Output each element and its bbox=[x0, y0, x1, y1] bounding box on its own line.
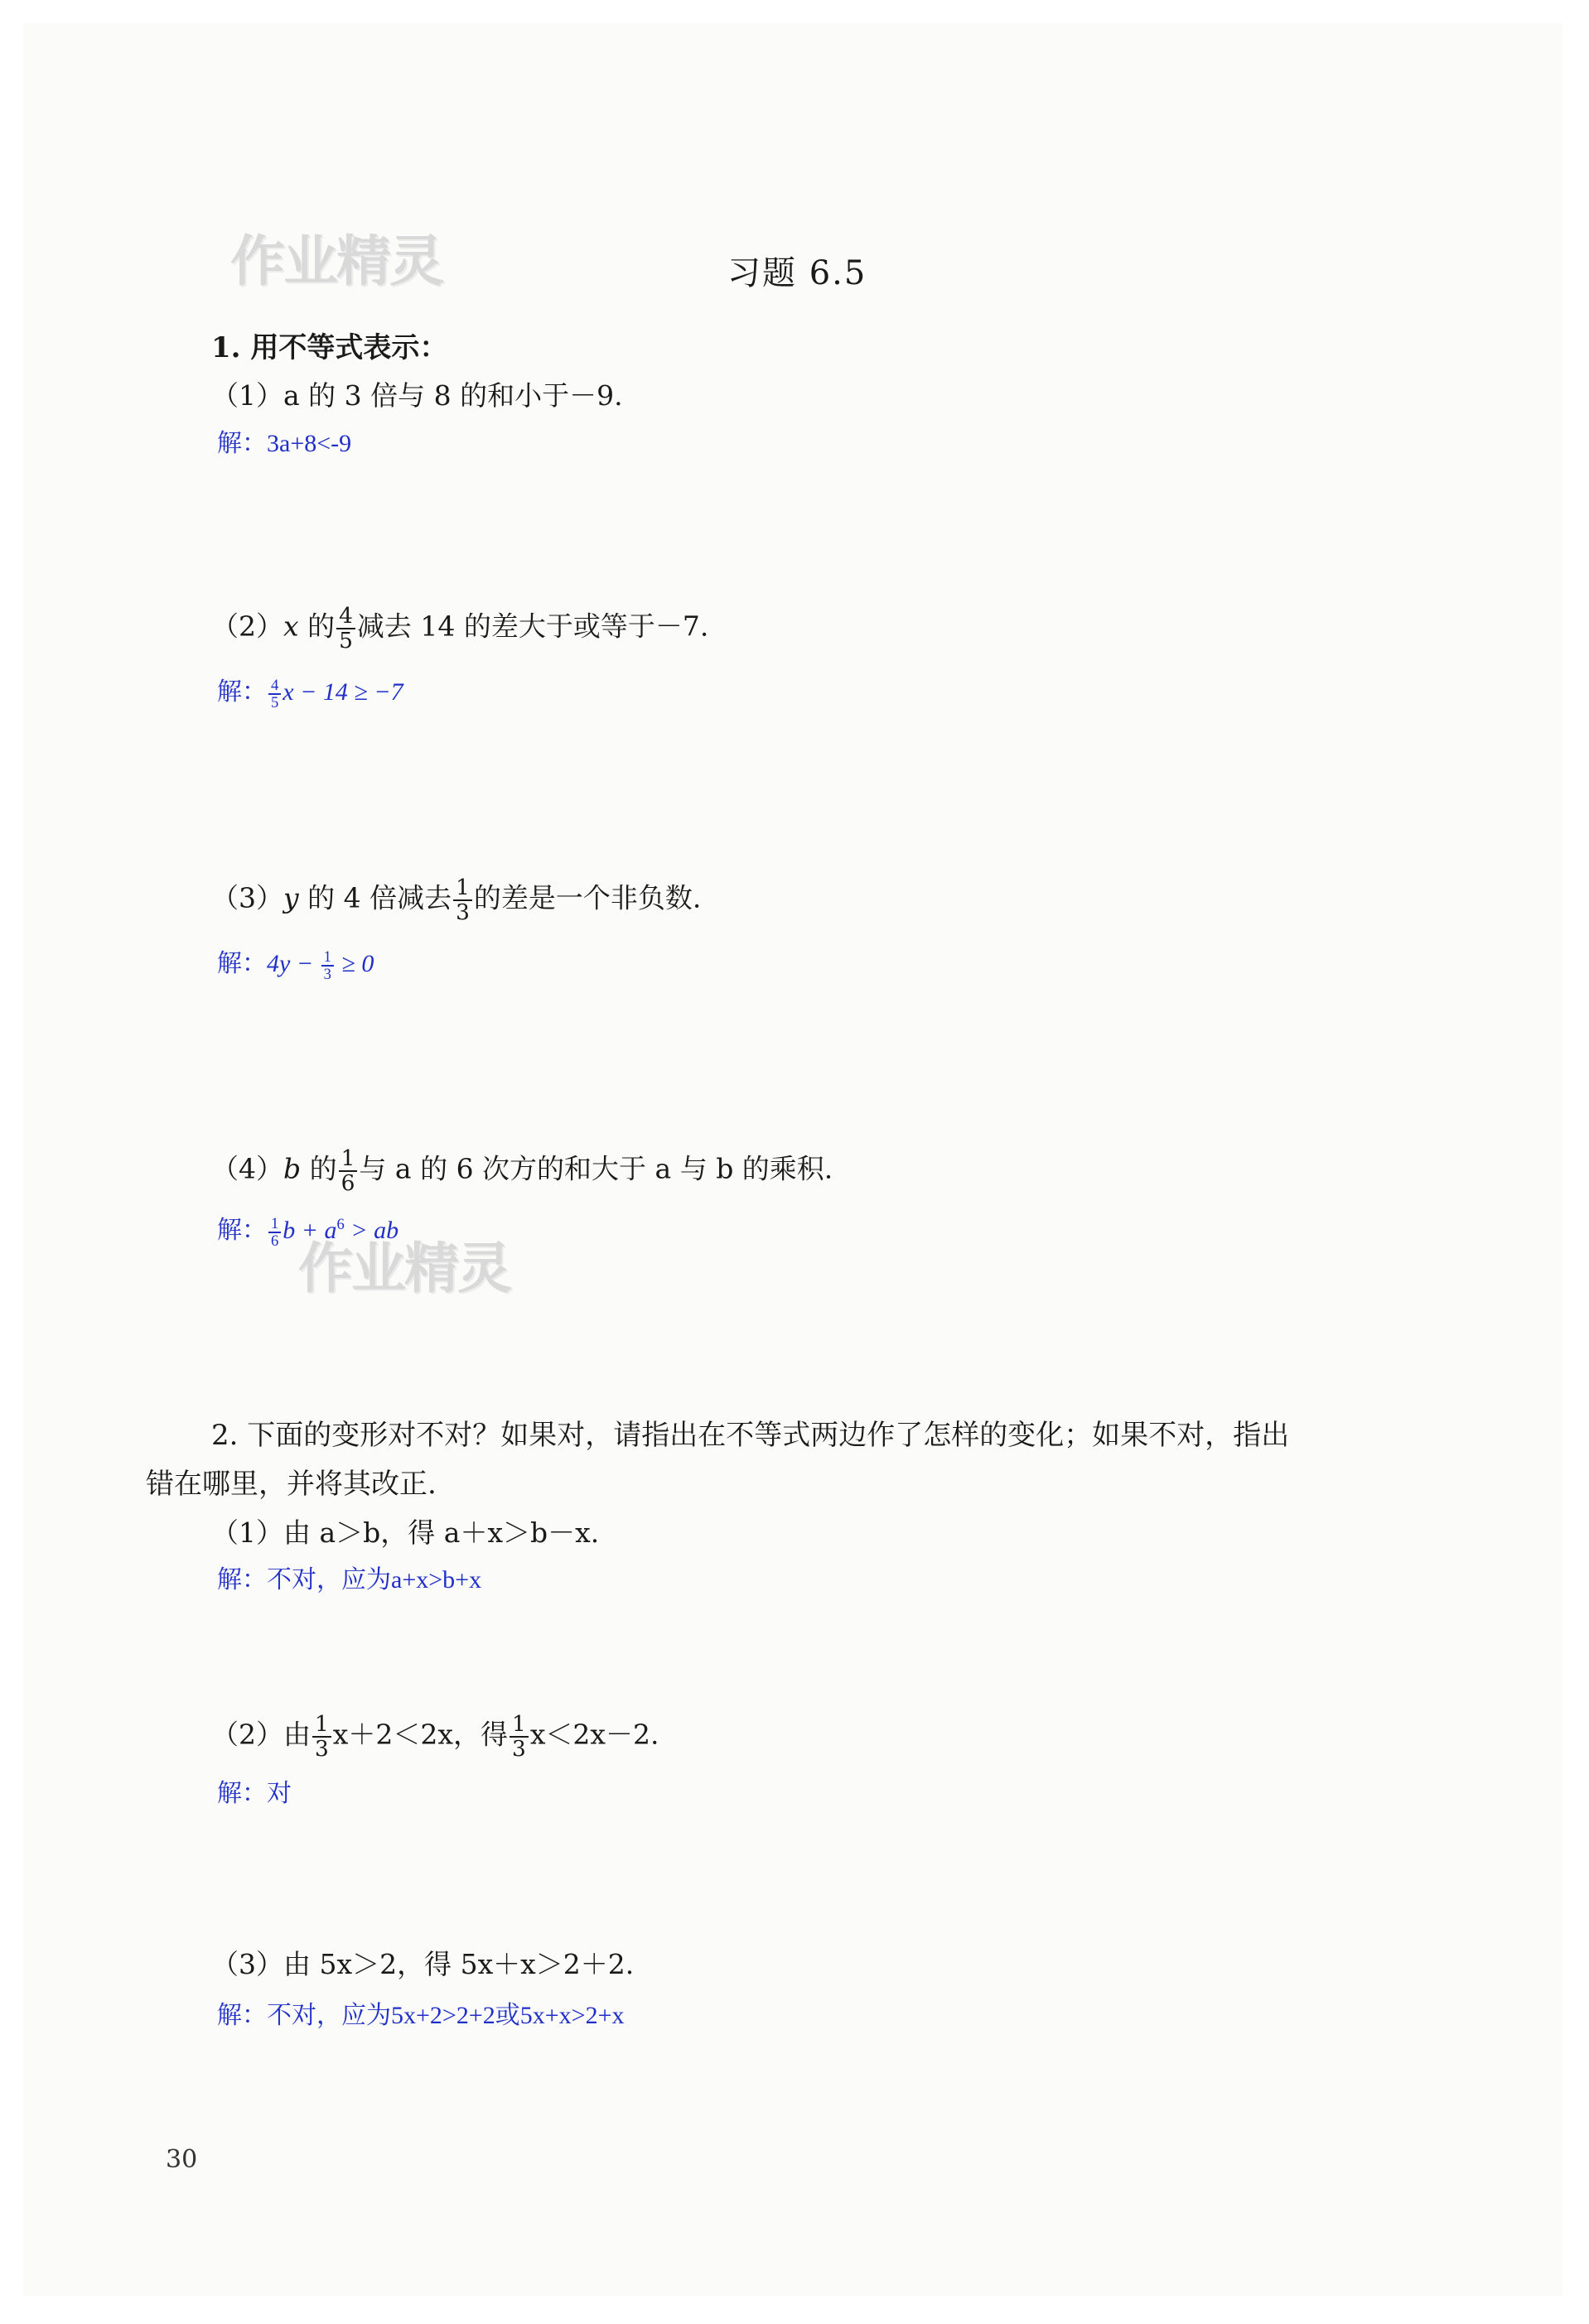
fraction-1-3: $\frac{1}{3}$ bbox=[453, 876, 472, 923]
item-number: （4） bbox=[211, 1152, 283, 1185]
answer-text-1: b + a bbox=[283, 1217, 337, 1244]
q1-item-3 bbox=[211, 876, 701, 923]
q1-answer-4 bbox=[217, 1209, 398, 1250]
q2-item-3: （3）由 5x＞2，得 5x＋x＞2＋2. bbox=[211, 1948, 635, 1980]
fraction-1-6: $\frac{1}{6}$ bbox=[339, 1147, 358, 1194]
q2-stem-line1: 2. 下面的变形对不对？如果对，请指出在不等式两边作了怎样的变化；如果不对，指出 bbox=[211, 1419, 1290, 1452]
answer-label: 解： bbox=[217, 1217, 267, 1244]
item-text-2: 的差是一个非负数. bbox=[473, 881, 702, 914]
q1-item-4 bbox=[211, 1147, 833, 1194]
answer-fraction: $\frac{4}{5}$ bbox=[268, 677, 281, 711]
fraction-1-3: $\frac{1}{3}$ bbox=[312, 1713, 331, 1760]
q1-item-1 bbox=[211, 374, 623, 413]
q1-answer-3 bbox=[217, 943, 374, 983]
q2-item-2 bbox=[211, 1713, 659, 1760]
q1-item-1-body: a 的 3 倍与 8 的和小于－9. bbox=[283, 379, 623, 412]
q1-item-2 bbox=[211, 605, 708, 652]
answer-label: 解： bbox=[217, 950, 267, 977]
q2-item-1: （1）由 a＞b，得 a＋x＞b－x. bbox=[211, 1516, 600, 1549]
item-number: （3） bbox=[211, 881, 283, 914]
item-text-2: 与 a 的 6 次方的和大于 a 与 b 的乘积. bbox=[359, 1152, 833, 1185]
item-text-2: 减去 14 的差大于或等于－7. bbox=[356, 610, 709, 643]
watermark-top: 作业精灵 bbox=[230, 229, 442, 293]
answer-text: 3a+8<-9 bbox=[267, 430, 352, 457]
item-number: （2） bbox=[211, 610, 283, 643]
answer-text: x − 14 ≥ −7 bbox=[283, 678, 403, 706]
answer-label: 解： bbox=[217, 430, 267, 457]
variable-y: y bbox=[283, 881, 299, 914]
answer-fraction: $\frac{1}{6}$ bbox=[268, 1216, 281, 1250]
exercise-title: 习题 6.5 bbox=[727, 254, 867, 292]
item-text-1: 的 bbox=[298, 610, 336, 643]
fraction-1-3-b: $\frac{1}{3}$ bbox=[510, 1713, 529, 1760]
item-text-2: x＋2＜2x，得 bbox=[332, 1718, 509, 1751]
item-text-3: x＜2x－2. bbox=[529, 1718, 659, 1751]
q2-answer-3: 解：不对，应为5x+2>2+2或5x+x>2+x bbox=[217, 2002, 625, 2029]
q1-answer-1 bbox=[217, 422, 351, 459]
fraction-4-5: $\frac{4}{5}$ bbox=[336, 605, 355, 652]
variable-b: b bbox=[283, 1152, 302, 1185]
q2-answer-1: 解：不对，应为a+x>b+x bbox=[217, 1566, 482, 1594]
q1-stem: 1. 用不等式表示： bbox=[211, 331, 448, 364]
answer-fraction: $\frac{1}{3}$ bbox=[321, 949, 334, 983]
page-number: 30 bbox=[166, 2145, 198, 2174]
answer-exponent: 6 bbox=[336, 1216, 345, 1233]
item-text-1: 的 bbox=[301, 1152, 337, 1185]
item-text-1: （2）由 bbox=[211, 1718, 311, 1751]
answer-text-2: ≥ 0 bbox=[335, 950, 374, 977]
q2-answer-2: 解：对 bbox=[217, 1780, 292, 1807]
answer-text-2: > ab bbox=[344, 1217, 399, 1244]
item-text-1: 的 4 倍减去 bbox=[298, 881, 452, 914]
answer-label: 解： bbox=[217, 678, 267, 706]
q1-answer-2 bbox=[217, 671, 403, 711]
answer-text-1: 4y − bbox=[267, 950, 320, 977]
watermark-middle: 作业精灵 bbox=[298, 1237, 510, 1300]
q1-item-1-text: （1） bbox=[211, 379, 283, 412]
q2-stem-line2: 错在哪里，并将其改正. bbox=[146, 1468, 437, 1501]
variable-x: x bbox=[283, 610, 299, 643]
